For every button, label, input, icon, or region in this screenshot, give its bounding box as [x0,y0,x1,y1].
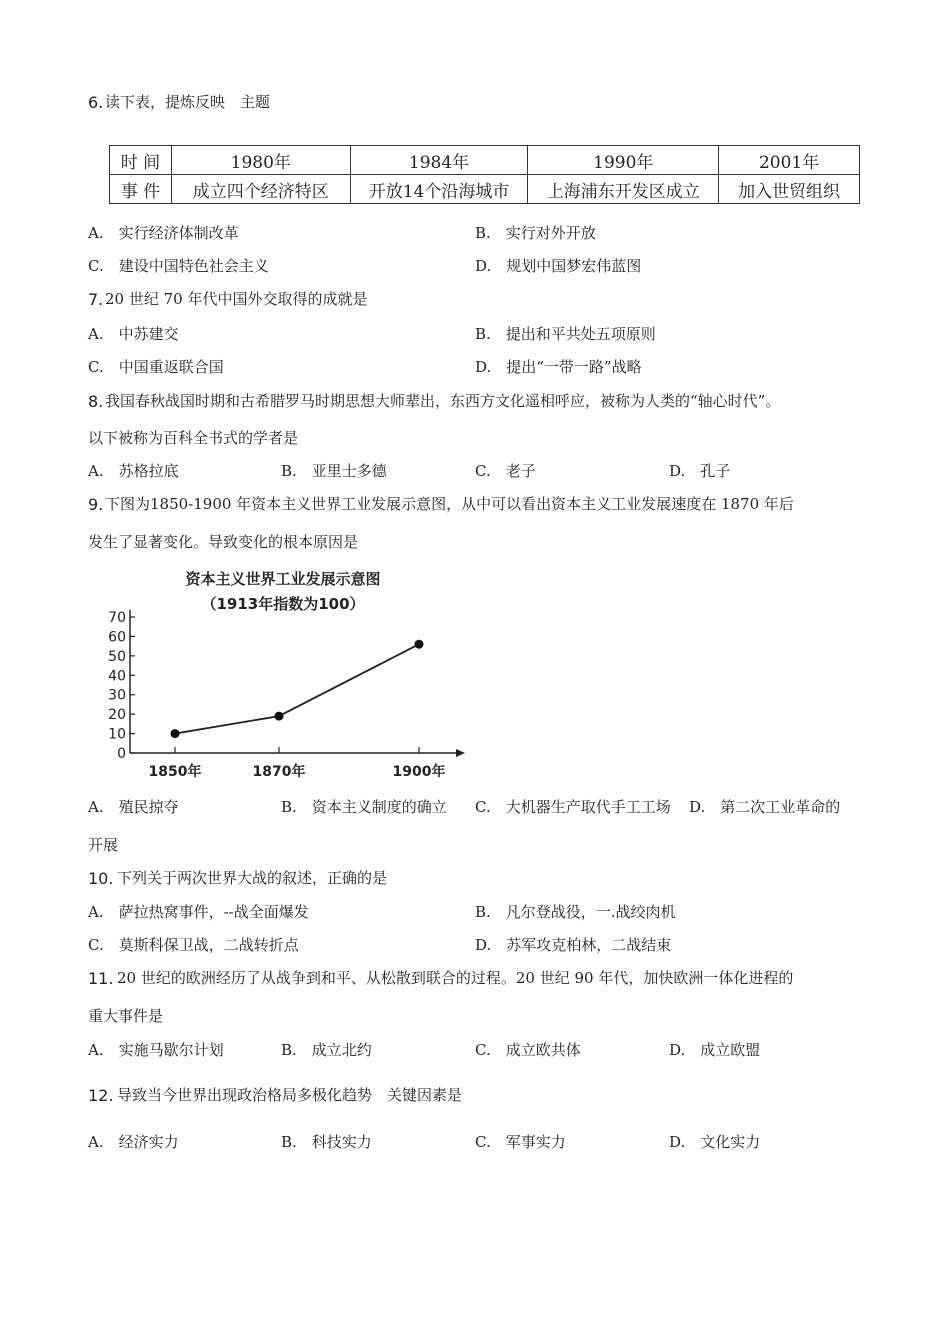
q6-option-a[interactable]: A. 实行经济体制改革 [88,224,239,242]
q9-option-d-continued: 开展 [88,836,119,854]
table-cell: 事 件 [110,175,172,204]
q12-option-a[interactable]: A. 经济实力 [88,1133,179,1151]
q11-option-d[interactable]: D. 成立欧盟 [669,1041,761,1059]
table-cell: 2001年 [719,146,860,175]
x-tick-label: 1900年 [392,764,446,780]
table-cell: 开放14个沿海城市 [350,175,528,204]
series-line [175,644,419,733]
q9-number: 9. [88,495,104,514]
q9-option-c[interactable]: C. 大机器生产取代手工工场 [475,798,671,816]
q6-option-c[interactable]: C. 建设中国特色社会主义 [88,257,269,275]
data-point [275,712,284,721]
y-tick-label: 20 [108,707,126,724]
q10-option-d[interactable]: D. 苏军攻克柏林，二战结束 [475,936,672,954]
y-tick-label: 60 [108,629,126,646]
q6-stem: 读下表，提炼反映 主题 [105,93,271,111]
q8-option-a[interactable]: A. 苏格拉底 [88,462,179,480]
table-cell: 时 间 [110,146,172,175]
chart-title: 资本主义世界工业发展示意图 [185,570,381,588]
q12-number: 12. [88,1086,114,1105]
chart-y-ticks [108,610,135,762]
q10-number: 10. [88,869,114,888]
q8-option-d[interactable]: D. 孔子 [669,462,731,480]
q12-option-b[interactable]: B. 科技实力 [281,1133,372,1151]
x-axis-arrow [456,749,465,757]
table-cell: 上海浦东开发区成立 [528,175,719,204]
q7-option-b[interactable]: B. 提出和平共处五项原则 [475,325,656,343]
q12-option-d[interactable]: D. 文化实力 [669,1133,761,1151]
y-tick-label: 10 [108,726,126,743]
y-tick-label: 0 [117,746,126,762]
q9-option-a[interactable]: A. 殖民掠夺 [88,798,179,816]
chart-axes [130,610,465,757]
q8-number: 8. [88,392,104,411]
table-cell: 加入世贸组织 [719,175,860,204]
q6-option-d[interactable]: D. 规划中国梦宏伟蓝图 [475,257,642,275]
industry-index-chart [100,565,480,785]
chart-series [171,640,424,738]
table-row-event [110,175,860,204]
table-cell: 1980年 [171,146,350,175]
q7-option-a[interactable]: A. 中苏建交 [88,325,179,343]
q10-option-a[interactable]: A. 萨拉热窝事件，--战全面爆发 [88,903,309,921]
q7-stem: 20 世纪 70 年代中国外交取得的成就是 [105,290,368,308]
data-point [171,729,180,738]
table-row-time [110,146,860,175]
y-tick-label: 70 [108,610,126,626]
q11-option-c[interactable]: C. 成立欧共体 [475,1041,581,1059]
q6-option-b[interactable]: B. 实行对外开放 [475,224,596,242]
q8-stem-line1: 我国春秋战国时期和古希腊罗马时期思想大师辈出，东西方文化遥相呼应，被称为人类的“轴心时代”。 [105,392,781,410]
q11-stem-line1: 20 世纪的欧洲经历了从战争到和平、从松散到联合的过程。20 世纪 90 年代，加快欧洲一体化进程的 [117,969,794,987]
q10-stem: 下列关于两次世界大战的叙述，正确的是 [117,869,388,887]
q6-table [109,145,860,204]
q9-option-b[interactable]: B. 资本主义制度的确立 [281,798,447,816]
x-tick-label: 1850年 [148,764,202,780]
y-tick-label: 40 [108,668,126,685]
q8-stem-line2: 以下被称为百科全书式的学者是 [88,429,299,447]
q9-stem-line2: 发生了显著变化。导致变化的根本原因是 [88,533,359,551]
y-tick-label: 50 [108,648,126,665]
q7-option-c[interactable]: C. 中国重返联合国 [88,358,224,376]
q8-option-c[interactable]: C. 老子 [475,462,536,480]
q9-stem-line1: 下图为1850-1900 年资本主义世界工业发展示意图，从中可以看出资本主义工业发展速度在 1870 年后 [105,495,794,513]
q12-stem: 导致当今世界出现政治格局多极化趋势 关键因素是 [117,1086,463,1104]
q6-number: 6. [88,93,104,112]
chart-subtitle: （1913年指数为100） [201,595,365,613]
q10-option-b[interactable]: B. 凡尔登战役，一.战绞肉机 [475,903,676,921]
q7-option-d[interactable]: D. 提出“一带一路”战略 [475,358,642,376]
table-cell: 1984年 [350,146,528,175]
q10-option-c[interactable]: C. 莫斯科保卫战，二战转折点 [88,936,299,954]
q8-option-b[interactable]: B. 亚里士多德 [281,462,387,480]
chart-x-ticks [149,747,446,780]
q7-number: 7. [88,290,104,309]
q11-option-b[interactable]: B. 成立北约 [281,1041,372,1059]
q11-option-a[interactable]: A. 实施马歇尔计划 [88,1041,224,1059]
y-tick-label: 30 [108,687,126,704]
table-cell: 1990年 [528,146,719,175]
x-tick-label: 1870年 [252,764,306,780]
data-point [415,640,424,649]
q12-option-c[interactable]: C. 军事实力 [475,1133,566,1151]
table-cell: 成立四个经济特区 [171,175,350,204]
q11-stem-line2: 重大事件是 [88,1007,164,1025]
q9-option-d[interactable]: D. 第二次工业革命的 [689,798,841,816]
q11-number: 11. [88,969,114,988]
